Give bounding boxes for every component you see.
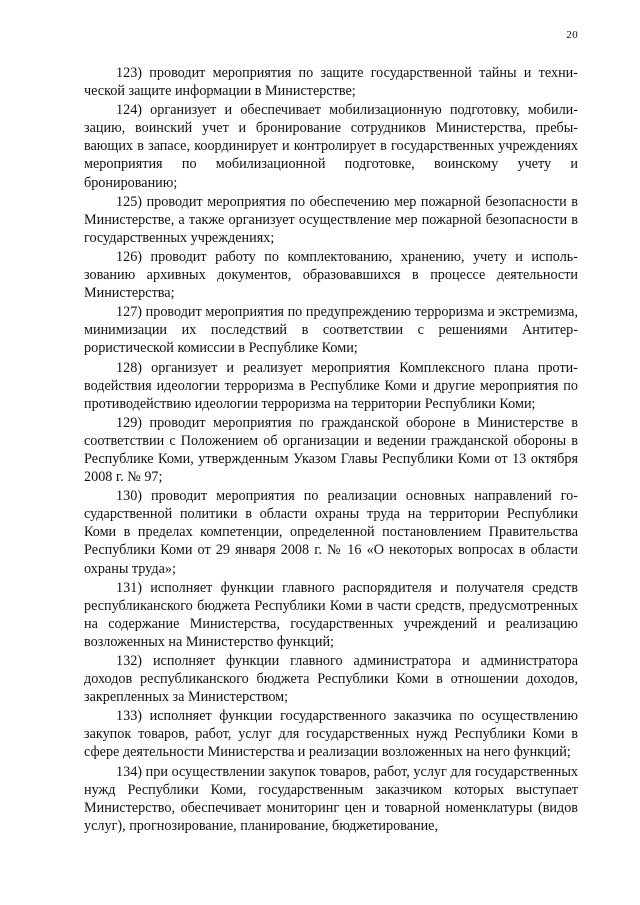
list-item-127: 127) проводит мероприятия по предупреждению терроризма и экстремизма, минимизации их последствий в соответствии с решениями Антитеррористической комиссии в Республике Коми; (84, 304, 578, 357)
list-item-133: 133) исполняет функции государственного заказчика по осуществлению закупок товаров, работ, услуг для государственных нужд Республики Коми в сфере деятельности Министерства и реализации возложенных на него функций; (84, 708, 578, 761)
list-item-132: 132) исполняет функции главного администратора и администратора доходов республиканского бюджета Республики Коми в отношении доходов, закрепленных за Министерством; (84, 653, 578, 706)
list-item-131: 131) исполняет функции главного распорядителя и получателя средств республиканского бюджета Республики Коми в части средств, предусмотренных на содержание Министерства, государственных учреждений и реализацию возложенных на Министерство функций; (84, 579, 578, 650)
list-item-134: 134) при осуществлении закупок товаров, работ, услуг для государственных нужд Республики Коми, государственным заказчиком которых выступает Министерство, обеспечивает мониторинг цен и товарной номенклатуры (видов услуг), прогнозирование, планирование, бюджетирование, (84, 763, 578, 834)
document-body (84, 64, 578, 836)
list-item-128: 128) организует и реализует мероприятия Комплексного плана противодействия идеологии терроризма в Республике Коми и другие мероприятия по противодействию идеологии терроризма на территории Республики Коми; (84, 359, 578, 412)
page-number: 20 (566, 29, 578, 41)
list-item-125: 125) проводит мероприятия по обеспечению мер пожарной безопасности в Министерстве, а также организует осуществление мер пожарной безопасности в государственных учреждениях; (84, 193, 578, 246)
list-item-130: 130) проводит мероприятия по реализации основных направлений государственной политики в области охраны труда на территории Республики Коми в пределах компетенции, определенной постановлением Правительства Республики Коми от 29 января 2008 г. № 16 «О некоторых вопросах в области охраны труда»; (84, 488, 578, 577)
list-item-124: 124) организует и обеспечивает мобилизационную подготовку, мобилизацию, воинский учет и бронирование сотрудников Министерства, пребывающих в запасе, координирует и контролирует в государственных учреждениях мероприятия по мобилизационной подготовке, воинскому учету и бронированию; (84, 102, 578, 191)
list-item-129: 129) проводит мероприятия по гражданской обороне в Министерстве в соответствии с Положением об организации и ведении гражданской обороны в Республике Коми, утвержденным Указом Главы Республики Коми от 13 октября 2008 г. № 97; (84, 414, 578, 486)
list-item-126: 126) проводит работу по комплектованию, хранению, учету и использованию архивных документов, образовавшихся в процессе деятельности Министерства; (84, 248, 578, 302)
list-item-123: 123) проводит мероприятия по защите государственной тайны и технической защите информации в Министерстве; (84, 65, 578, 100)
